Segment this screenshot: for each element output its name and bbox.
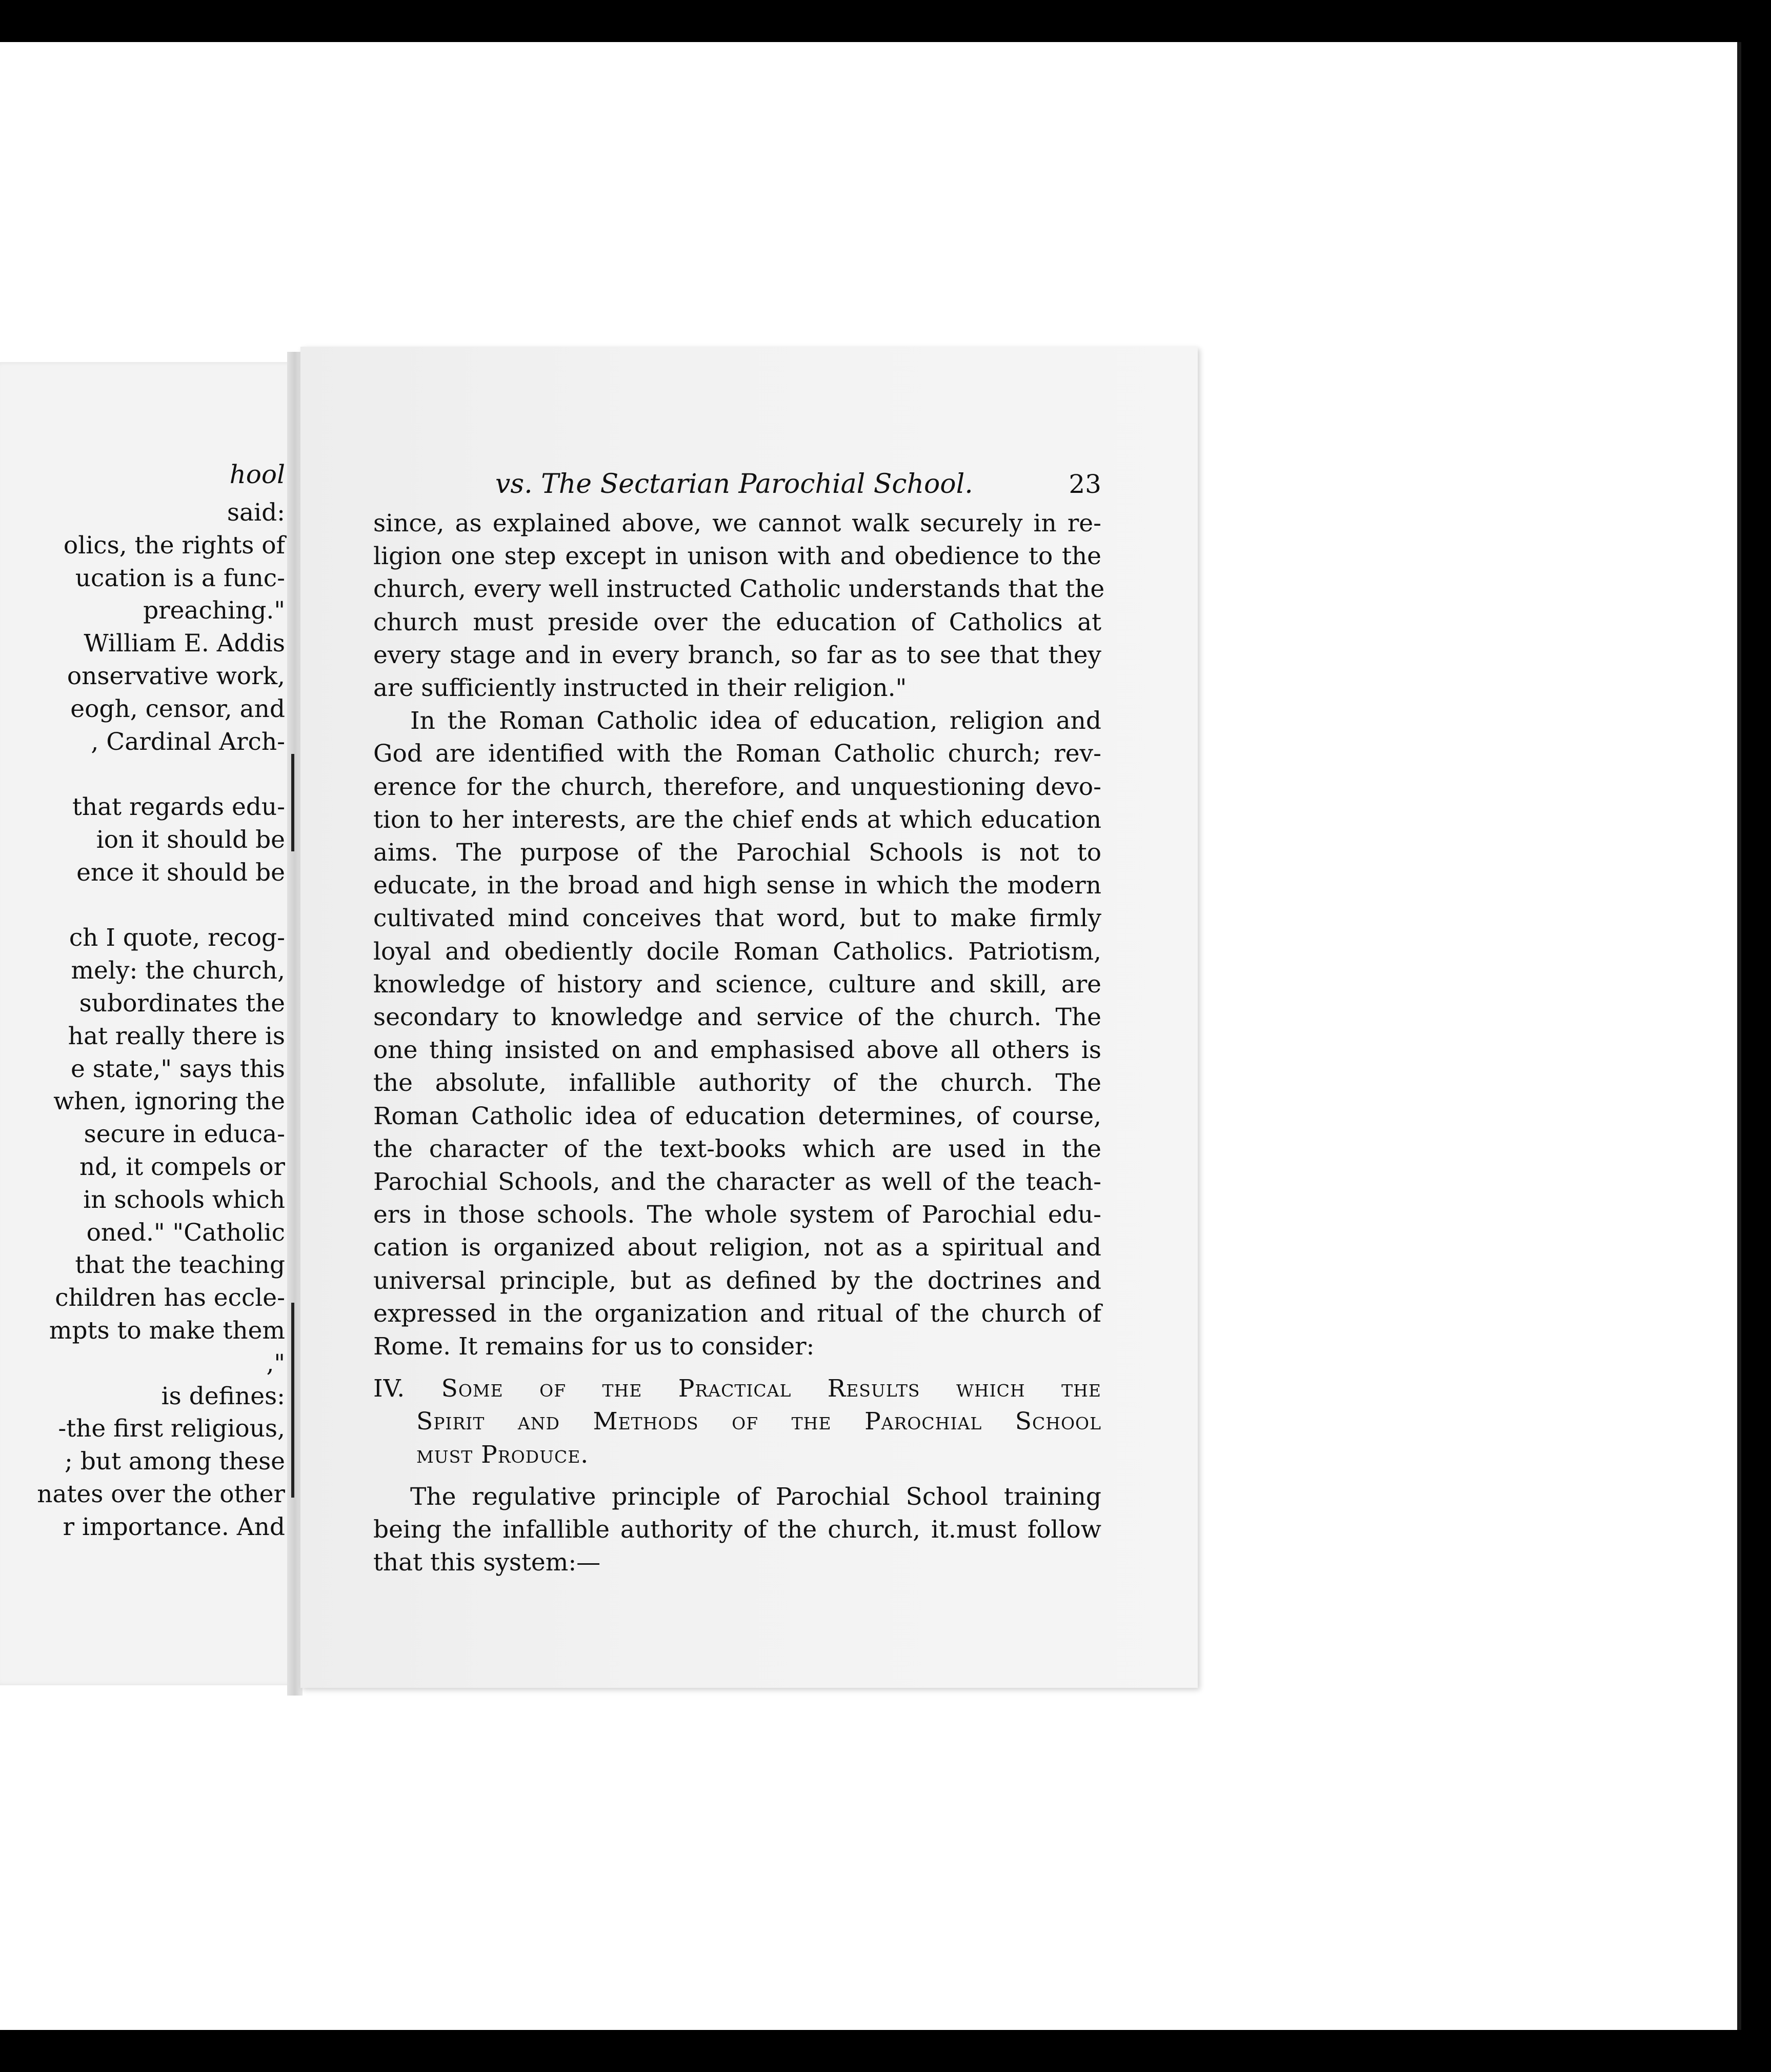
left-page-line: eogh, censor, and: [70, 694, 285, 723]
left-page-line: ; but among these: [64, 1447, 285, 1476]
spine-mark: [291, 1303, 294, 1498]
text-line: church must preside over the education of Catholics at: [373, 608, 1101, 636]
text-line: since, as explained above, we cannot walk securely in re-: [373, 509, 1101, 537]
text-line: erence for the church, therefore, and unquestioning devo-: [373, 772, 1101, 801]
left-page-line: that the teaching: [75, 1251, 285, 1280]
text-line: In the Roman Catholic idea of education, religion and: [410, 707, 1101, 735]
text-line: every stage and in every branch, so far as to see that they: [373, 641, 1101, 669]
paragraph: [373, 1481, 1101, 1580]
left-page-line: in schools which: [83, 1185, 285, 1214]
left-page-header: hool: [229, 460, 285, 489]
text-line: Roman Catholic idea of education determines, of course,: [373, 1102, 1101, 1130]
running-head: [495, 469, 1101, 500]
left-page-line: preaching.": [143, 596, 285, 625]
left-page-line: nd, it compels or: [79, 1152, 285, 1181]
text-line: cultivated mind conceives that word, but to make firmly: [373, 904, 1101, 933]
left-page-line: mely: the church,: [71, 957, 285, 985]
left-page-line: said:: [227, 499, 285, 527]
text-line: universal principle, but as defined by the doctrines and: [373, 1266, 1101, 1295]
text-line: are sufficiently instructed in their religion.": [373, 674, 907, 703]
body-text: [373, 507, 1105, 1580]
running-head-title: vs. The Sectarian Parochial School.: [495, 469, 973, 500]
left-page-line: e state," says this: [70, 1054, 285, 1083]
page-number: 23: [1069, 469, 1101, 499]
text-line: educate, in the broad and high sense in which the modern: [373, 871, 1101, 900]
left-page-line: hat really there is: [68, 1022, 285, 1050]
text-line: must Produce.: [416, 1440, 589, 1469]
left-page-line: nates over the other: [37, 1480, 285, 1508]
left-page-line: ucation is a func-: [75, 564, 285, 592]
left-page-line: r importance. And: [63, 1512, 285, 1541]
paragraph: [373, 705, 1101, 1363]
text-line: the absolute, infallible authority of the church. The: [373, 1069, 1101, 1098]
text-line: secondary to knowledge and service of the church. The: [373, 1003, 1101, 1032]
left-page-line: that regards edu-: [72, 793, 285, 822]
left-page-line: mpts to make them: [49, 1316, 285, 1345]
scan-border-right-inner: [1737, 42, 1741, 2030]
text-line: ligion one step except in unison with and obedience to the: [373, 542, 1101, 571]
text-line: expressed in the organization and ritual of the church of: [373, 1299, 1101, 1328]
scan-border-top: [0, 0, 1771, 42]
text-line: the character of the text-books which are used in the: [373, 1134, 1101, 1163]
scan-border-right: [1741, 0, 1771, 2072]
right-page: [300, 347, 1198, 1688]
text-line: church, every well instructed Catholic understands that the: [373, 575, 1105, 604]
left-page-line: , Cardinal Arch-: [91, 727, 285, 756]
text-line: cation is organized about religion, not as a spiritual and: [373, 1233, 1101, 1262]
left-page-line: -the first religious,: [58, 1414, 285, 1443]
left-page: [0, 362, 297, 1685]
paragraph: [373, 507, 1105, 705]
text-line: tion to her interests, are the chief ends at which education: [373, 805, 1101, 834]
left-page-line: ence it should be: [76, 858, 285, 887]
left-page-line: onservative work,: [67, 662, 285, 690]
text-line: one thing insisted on and emphasised above all others is: [373, 1036, 1101, 1065]
left-page-line: ,": [266, 1349, 285, 1378]
text-line: Parochial Schools, and the character as well of the teach-: [373, 1168, 1101, 1197]
left-page-line: [37, 758, 285, 791]
left-page-line: children has eccle-: [55, 1284, 285, 1312]
text-line: Spirit and Methods of the Parochial School: [416, 1407, 1101, 1436]
left-page-line: oned." "Catholic: [86, 1218, 285, 1247]
text-line: aims. The purpose of the Parochial Schools is not to: [373, 839, 1101, 867]
left-page-line: olics, the rights of: [63, 531, 285, 560]
left-page-line: [37, 889, 285, 922]
left-page-line: ion it should be: [96, 825, 285, 854]
text-line: knowledge of history and science, culture and skill, are: [373, 970, 1101, 999]
text-line: The regulative principle of Parochial School training: [410, 1482, 1101, 1511]
text-line: loyal and obediently docile Roman Catholics. Patriotism,: [373, 937, 1101, 966]
left-page-line: when, ignoring the: [53, 1087, 285, 1116]
left-page-text: [37, 496, 285, 1544]
left-page-line: William E. Addis: [84, 629, 285, 658]
left-page-line: subordinates the: [79, 989, 285, 1018]
section-heading: [373, 1372, 1101, 1471]
text-line: God are identified with the Roman Catholic church; rev-: [373, 740, 1101, 768]
text-line: being the infallible authority of the church, it.must follow: [373, 1516, 1101, 1544]
left-page-line: secure in educa-: [84, 1120, 285, 1149]
text-line: IV. Some of the Practical Results which the: [373, 1374, 1101, 1403]
text-line: Rome. It remains for us to consider:: [373, 1332, 815, 1361]
text-line: ers in those schools. The whole system of Parochial edu-: [373, 1201, 1101, 1229]
left-page-line: ch I quote, recog-: [69, 924, 285, 952]
spine-mark: [291, 754, 294, 851]
text-line: that this system:—: [373, 1548, 601, 1577]
scan-border-bottom: [0, 2030, 1771, 2072]
left-page-line: is defines:: [161, 1382, 285, 1410]
